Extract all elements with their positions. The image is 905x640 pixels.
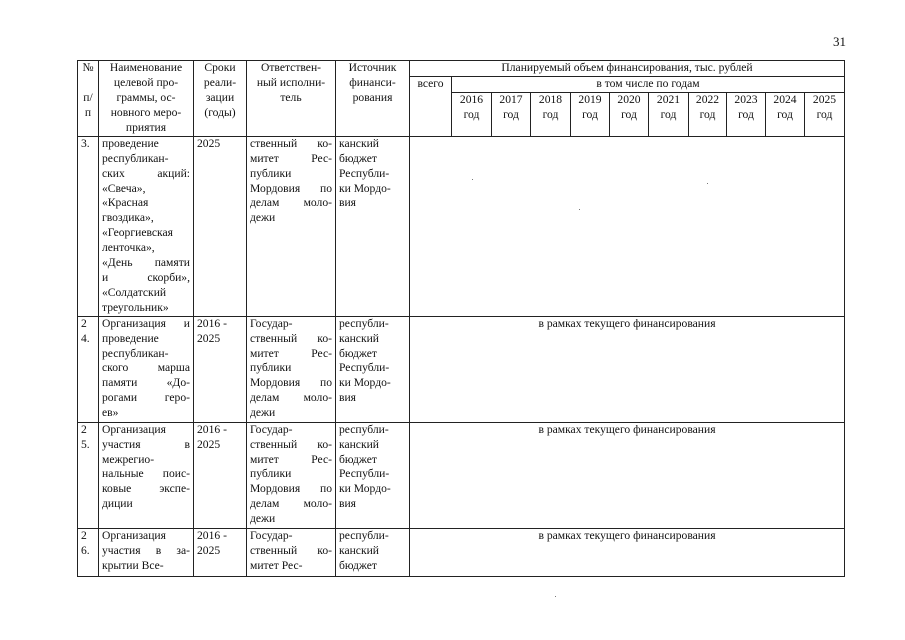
cell-text-line: 2 <box>81 316 87 330</box>
cell-text-line: республи- <box>339 316 389 330</box>
year-unit: год <box>699 107 716 121</box>
by-year-header: в том числе по годам <box>452 76 845 92</box>
row-funding-cell <box>410 528 845 576</box>
total-header: всего <box>410 76 452 136</box>
row-number-cell <box>78 136 99 316</box>
row-funding-cell <box>410 422 845 528</box>
cell-text-line: республикан- <box>102 346 169 360</box>
cell-text-line: 2016 - <box>197 528 227 542</box>
cell-text-line: Организация <box>102 422 166 436</box>
cell-text-line: 2025 <box>197 543 221 557</box>
cell-text-line: канский <box>339 543 379 557</box>
header-executor-line: ный исполни- <box>256 75 326 89</box>
cell-text-line: ковые экспе- <box>102 482 190 496</box>
funding-note: в рамках текущего финансирования <box>538 528 716 542</box>
header-num-bottom-1: п/ <box>83 90 93 104</box>
year-header-2024 <box>766 92 805 136</box>
cell-text-line: бюджет <box>339 558 377 572</box>
cell-text-line: ев» <box>102 406 119 420</box>
row-executor-cell <box>247 528 336 576</box>
funding-header: Планируемый объем финансирования, тыс. рублей <box>410 61 845 77</box>
year-header-2018 <box>531 92 571 136</box>
row-name-cell <box>99 422 194 528</box>
cell-text-line: Республи- <box>339 467 390 481</box>
cell-text-line: «Солдатский <box>102 285 167 299</box>
year-header-2017 <box>492 92 531 136</box>
row-source-cell <box>336 528 410 576</box>
cell-text-line: 2016 - <box>197 316 227 330</box>
cell-text-line: и скорби», <box>102 270 190 284</box>
cell-text-line: рогами геро- <box>102 391 190 405</box>
year-unit: год <box>503 107 519 121</box>
row-term-cell <box>194 422 247 528</box>
page-number: 31 <box>833 34 846 49</box>
year-label: 2022 <box>695 92 720 106</box>
cell-text-line: межрегио- <box>102 452 155 466</box>
funding-note: в рамках текущего финансирования <box>538 422 716 436</box>
year-header-2025 <box>805 92 845 136</box>
cell-text-line: 2 <box>81 528 87 542</box>
cell-text-line: проведение <box>102 331 159 345</box>
cell-text-line: делам моло- <box>250 391 332 405</box>
year-header-2020 <box>610 92 649 136</box>
row-funding-cell <box>410 316 845 422</box>
cell-text-line: Организация <box>102 528 166 542</box>
table-row <box>78 136 845 316</box>
cell-text-line: проведение <box>102 136 159 150</box>
col-source-header <box>336 61 410 137</box>
year-label: 2018 <box>538 92 563 106</box>
scan-speck <box>579 209 580 210</box>
year-label: 2025 <box>812 92 837 106</box>
col-name-header <box>99 61 194 137</box>
header-source-line: Источник <box>348 61 397 74</box>
cell-text-line: делам моло- <box>250 497 332 511</box>
cell-text-line: митет Рес- <box>250 558 303 572</box>
cell-text-line: канский <box>339 331 379 345</box>
cell-text-line: Мордовия по <box>250 181 332 195</box>
year-label: 2019 <box>578 92 602 106</box>
year-header-2016 <box>452 92 492 136</box>
cell-text-line: «Красная <box>102 196 149 210</box>
table-row <box>78 316 845 422</box>
cell-text-line: 2 <box>81 422 87 436</box>
year-label: 2023 <box>734 92 758 106</box>
cell-text-line: Государ- <box>250 528 293 542</box>
year-label: 2021 <box>656 92 681 106</box>
cell-text-line: республикан- <box>102 151 169 165</box>
cell-text-line: «Свеча», <box>102 181 146 195</box>
cell-text-line: ки Мордо- <box>339 482 391 496</box>
cell-text-line: публики <box>250 467 292 481</box>
cell-text-line: Организация и <box>102 316 190 330</box>
cell-text-line: бюджет <box>339 452 377 466</box>
cell-text-line: бюджет <box>339 346 377 360</box>
funding-plan-table <box>77 60 845 577</box>
year-header-2019 <box>571 92 610 136</box>
row-number-cell <box>78 528 99 576</box>
cell-text-line: республи- <box>339 422 389 436</box>
year-unit: год <box>660 107 677 121</box>
year-unit: год <box>582 107 598 121</box>
cell-text-line: Республи- <box>339 361 390 375</box>
header-term-line: реали- <box>203 75 237 89</box>
row-source-cell <box>336 422 410 528</box>
cell-text-line: треугольник» <box>102 300 169 314</box>
cell-text-line: Государ- <box>250 422 293 436</box>
cell-text-line: крытии Все- <box>102 558 164 572</box>
row-funding-cell <box>410 136 845 316</box>
header-name-line: целевой про- <box>113 75 179 89</box>
year-label: 2017 <box>499 92 523 106</box>
row-term-cell <box>194 136 247 316</box>
cell-text-line: Республи- <box>339 166 390 180</box>
scan-speck <box>472 179 473 180</box>
header-executor-line: тель <box>280 90 302 104</box>
col-term-header <box>194 61 247 137</box>
table-row <box>78 528 845 576</box>
table-body <box>78 136 845 576</box>
cell-text-line: Государ- <box>250 316 293 330</box>
cell-text-line: канский <box>339 437 379 451</box>
cell-text-line: 6. <box>81 543 90 557</box>
header-num-top: № <box>82 61 94 74</box>
year-label: 2024 <box>773 92 797 106</box>
cell-text-line: гвоздика», <box>102 211 154 225</box>
cell-text-line: канский <box>339 136 379 150</box>
table-row <box>78 422 845 528</box>
funding-note: в рамках текущего финансирования <box>538 316 716 330</box>
year-unit: год <box>542 107 559 121</box>
cell-text-line: 2025 <box>197 437 221 451</box>
header-term-line: Сроки <box>204 61 236 74</box>
col-number-header <box>78 61 99 137</box>
cell-text-line: дежи <box>250 406 276 420</box>
row-source-cell <box>336 316 410 422</box>
cell-text-line: участия в <box>102 437 190 451</box>
cell-text-line: вия <box>339 196 357 210</box>
cell-text-line: митет Рес- <box>250 151 332 165</box>
cell-text-line: митет Рес- <box>250 452 332 466</box>
cell-text-line: участия в за- <box>102 543 190 557</box>
cell-text-line: ственный ко- <box>250 136 332 150</box>
row-executor-cell <box>247 136 336 316</box>
row-name-cell <box>99 528 194 576</box>
cell-text-line: «День памяти <box>102 256 190 270</box>
year-header-2023 <box>727 92 766 136</box>
cell-text-line: митет Рес- <box>250 346 332 360</box>
year-unit: год <box>777 107 793 121</box>
cell-text-line: дежи <box>250 211 276 225</box>
header-num-bottom-2: п <box>84 105 92 119</box>
cell-text-line: бюджет <box>339 151 377 165</box>
cell-text-line: республи- <box>339 528 389 542</box>
cell-text-line: ственный ко- <box>250 437 332 451</box>
cell-text-line: 4. <box>81 331 90 345</box>
cell-text-line: ского марша <box>102 361 190 375</box>
cell-text-line: 5. <box>81 437 90 451</box>
cell-text-line: Мордовия по <box>250 482 332 496</box>
cell-text-line: ственный ко- <box>250 331 332 345</box>
cell-text-line: ских акций: <box>102 166 190 180</box>
cell-text-line: публики <box>250 361 292 375</box>
cell-text-line: 3. <box>81 136 90 150</box>
cell-text-line: ственный ко- <box>250 543 332 557</box>
header-source-line: рования <box>352 90 393 104</box>
cell-text-line: Мордовия по <box>250 376 332 390</box>
year-unit: год <box>738 107 754 121</box>
scan-speck <box>555 596 556 597</box>
cell-text-line: нальные поис- <box>102 467 190 481</box>
row-name-cell <box>99 316 194 422</box>
row-number-cell <box>78 422 99 528</box>
cell-text-line: делам моло- <box>250 196 332 210</box>
scan-speck <box>707 183 708 184</box>
cell-text-line: памяти «До- <box>102 376 190 390</box>
header-name-line: граммы, ос- <box>116 90 176 104</box>
year-unit: год <box>621 107 637 121</box>
cell-text-line: ленточка», <box>102 241 155 255</box>
cell-text-line: «Георгиевская <box>102 226 173 240</box>
col-executor-header <box>247 61 336 137</box>
cell-text-line: ки Мордо- <box>339 181 391 195</box>
cell-text-line: публики <box>250 166 292 180</box>
cell-text-line: 2025 <box>197 331 221 345</box>
year-label: 2016 <box>459 92 484 106</box>
year-unit: год <box>463 107 480 121</box>
year-header-2022 <box>689 92 727 136</box>
cell-text-line: 2025 <box>197 136 221 150</box>
row-name-cell <box>99 136 194 316</box>
header-executor-line: Ответствен- <box>260 61 322 74</box>
row-source-cell <box>336 136 410 316</box>
row-executor-cell <box>247 316 336 422</box>
header-name-line: приятия <box>125 120 167 134</box>
header-term-line: (годы) <box>204 105 236 119</box>
cell-text-line: 2016 - <box>197 422 227 436</box>
header-name-line: новного меро- <box>110 105 182 119</box>
header-name-line: Наименование <box>109 61 183 74</box>
table-header <box>78 61 845 137</box>
row-term-cell <box>194 528 247 576</box>
cell-text-line: вия <box>339 497 357 511</box>
row-executor-cell <box>247 422 336 528</box>
row-number-cell <box>78 316 99 422</box>
cell-text-line: дежи <box>250 512 276 526</box>
year-label: 2020 <box>617 92 641 106</box>
cell-text-line: диции <box>102 497 133 511</box>
row-term-cell <box>194 316 247 422</box>
year-unit: год <box>816 107 833 121</box>
header-source-line: финанси- <box>349 75 396 89</box>
cell-text-line: ки Мордо- <box>339 376 391 390</box>
year-header-2021 <box>649 92 689 136</box>
cell-text-line: вия <box>339 391 357 405</box>
header-term-line: зации <box>205 90 235 104</box>
